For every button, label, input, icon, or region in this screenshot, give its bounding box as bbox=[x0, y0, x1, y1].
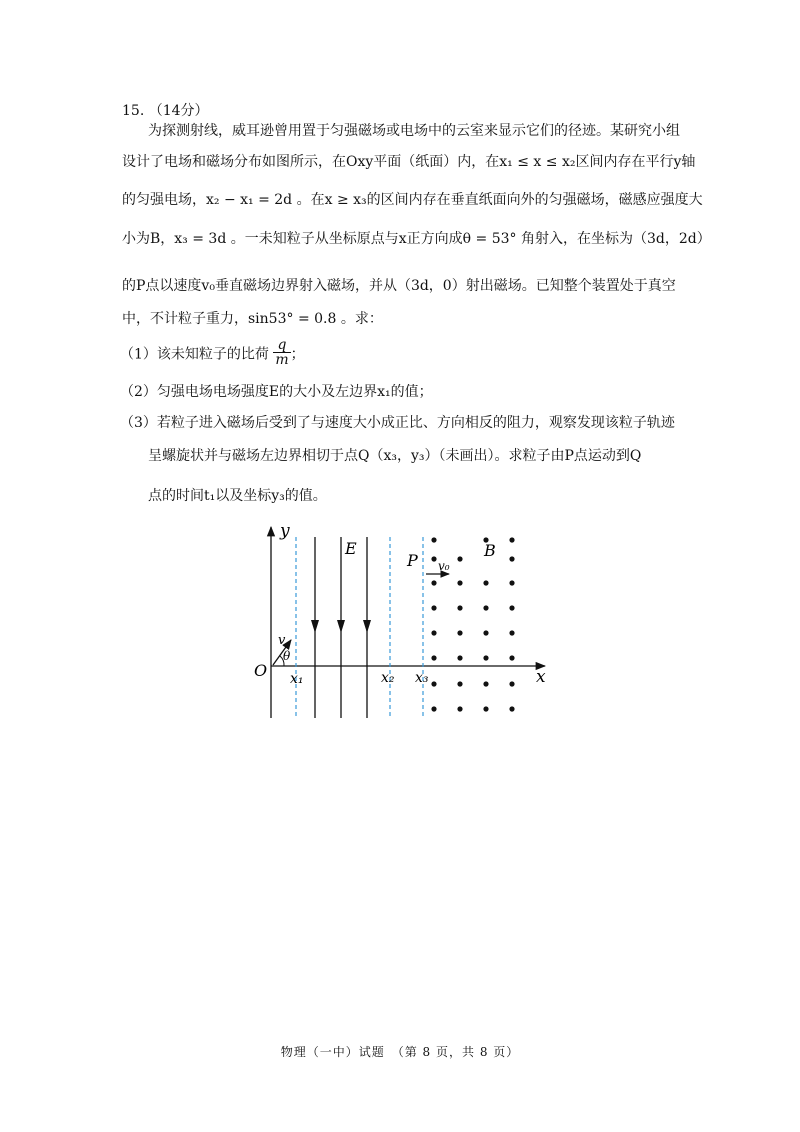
e-field-arrow bbox=[363, 620, 371, 633]
e-field-arrow bbox=[311, 620, 319, 633]
x-axis-label: x bbox=[536, 667, 546, 687]
part-2-text: 匀强电场电场强度E的大小及左边界x₁的值； bbox=[156, 384, 433, 400]
part-1-label: （1） bbox=[120, 346, 157, 363]
part-1-text: 该未知粒子的比荷 bbox=[156, 346, 269, 363]
part-3-label: （3） bbox=[120, 415, 157, 431]
stem-line-6: 中，不计粒子重力，sin53° = 0.8 。求： bbox=[122, 311, 383, 327]
field-b-label: B bbox=[484, 541, 496, 560]
stem-line-2: 设计了电场和磁场分布如图所示，在Oxy平面（纸面）内，在x₁ ≤ x ≤ x₂区间内存在平行y轴 bbox=[122, 154, 696, 170]
part-1-tail: ； bbox=[290, 346, 305, 363]
e-field-arrow bbox=[337, 620, 345, 633]
x1-label: x₁ bbox=[290, 671, 304, 687]
page-footer: 物理（一中）试题 （第 8 页，共 8 页） bbox=[280, 1045, 520, 1059]
field-e-label: E bbox=[345, 539, 357, 558]
question-score: （14分） bbox=[148, 103, 209, 119]
fraction-denominator: m bbox=[275, 352, 289, 368]
part-3-text: 若粒子进入磁场后受到了与速度大小成正比、方向相反的阻力，观察发现该粒子轨迹 bbox=[156, 415, 675, 431]
part-3-cont-2: 点的时间t₁以及坐标y₃的值。 bbox=[148, 488, 327, 504]
stem-line-1: 为探测射线，威耳逊曾用置于匀强磁场或电场中的云室来显示它们的径迹。某研究小组 bbox=[148, 123, 680, 139]
origin-label: O bbox=[254, 661, 268, 680]
part-3-cont-1: 呈螺旋状并与磁场左边界相切于点Q（x₃，y₃）（未画出）。求粒子由P点运动到Q bbox=[148, 448, 642, 464]
question-number-text: 15. bbox=[122, 103, 145, 119]
fraction-numerator: q bbox=[273, 338, 290, 353]
v-label: v bbox=[278, 633, 286, 648]
x3-label: x₃ bbox=[415, 670, 429, 686]
theta-label: θ bbox=[283, 649, 291, 663]
y-axis-label: y bbox=[280, 521, 290, 541]
stem-line-3: 的匀强电场，x₂ − x₁ = 2d 。在x ≥ x₃的区间内存在垂直纸面向外的匀强磁场，磁感应强度大 bbox=[122, 192, 703, 208]
stem-line-4: 小为B，x₃ = 3d 。一未知粒子从坐标原点与x正方向成θ = 53° 角射入，在坐标为（3d，2d） bbox=[122, 231, 711, 247]
stem-line-5: 的P点以速度v₀垂直磁场边界射入磁场，并从（3d，0）射出磁场。已知整个装置处于真空 bbox=[122, 278, 676, 294]
part-2-label: （2） bbox=[120, 384, 157, 400]
point-p-label: P bbox=[407, 551, 418, 570]
x2-label: x₂ bbox=[381, 670, 395, 686]
v0-label: v₀ bbox=[438, 559, 450, 573]
